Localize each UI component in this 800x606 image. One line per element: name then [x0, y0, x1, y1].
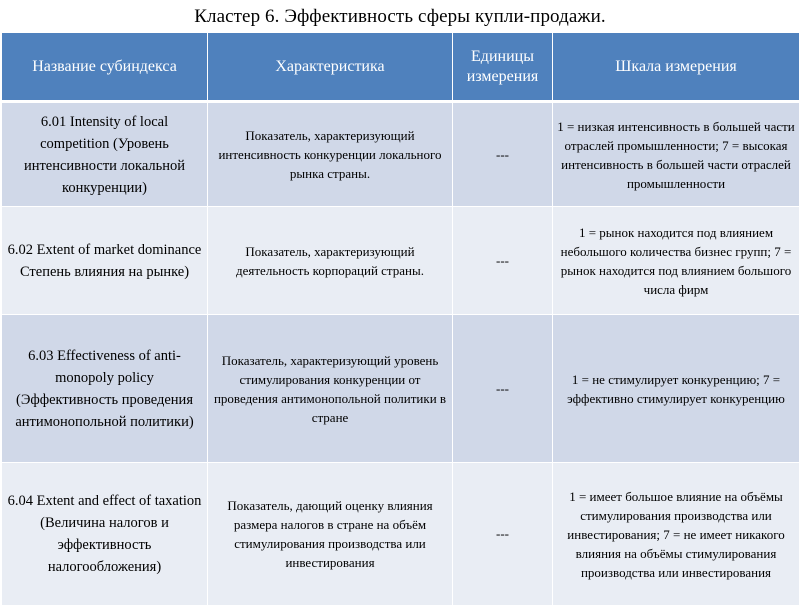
table-row [2, 315, 800, 463]
table-row [2, 207, 800, 315]
unit-cell: --- [453, 102, 553, 207]
subindex-name-cell: 6.03 Effectiveness of anti-monopoly policy (Эффективность проведения антимонопольной политики) [2, 315, 208, 463]
table-header-row [2, 33, 800, 102]
characteristic-cell: Показатель, характеризующий деятельность корпораций страны. [208, 207, 453, 315]
characteristic-cell: Показатель, дающий оценку влияния размера налогов в стране на объём стимулирования производства или инвестирования [208, 463, 453, 606]
unit-cell: --- [453, 463, 553, 606]
subindex-name-cell: 6.04 Extent and effect of taxation (Величина налогов и эффективность налогообложения) [2, 463, 208, 606]
table-row [2, 102, 800, 207]
characteristic-cell: Показатель, характеризующий интенсивность конкуренции локального рынка страны. [208, 102, 453, 207]
subindex-table [1, 32, 800, 606]
header-units: Единицы измерения [453, 33, 553, 102]
scale-cell: 1 = не стимулирует конкуренцию; 7 = эффективно стимулирует конкуренцию [553, 315, 800, 463]
page-title: Кластер 6. Эффективность сферы купли-продажи. [194, 6, 606, 27]
scale-cell: 1 = рынок находится под влиянием небольшого количества бизнес групп; 7 = рынок находится под влиянием большого числа фирм [553, 207, 800, 315]
header-scale: Шкала измерения [553, 33, 800, 102]
subindex-name-cell: 6.02 Extent of market dominance Степень влияния на рынке) [2, 207, 208, 315]
scale-cell: 1 = низкая интенсивность в большей части отраслей промышленности; 7 = высокая интенсивность в большей части отраслей промышленности [553, 102, 800, 207]
unit-cell: --- [453, 207, 553, 315]
header-subindex-name: Название субиндекса [2, 33, 208, 102]
subindex-name-cell: 6.01 Intensity of local competition (Уровень интенсивности локальной конкуренции) [2, 102, 208, 207]
table-row [2, 463, 800, 606]
unit-cell: --- [453, 315, 553, 463]
characteristic-cell: Показатель, характеризующий уровень стимулирования конкуренции от проведения антимонопольной политики в стране [208, 315, 453, 463]
header-characteristic: Характеристика [208, 33, 453, 102]
scale-cell: 1 = имеет большое влияние на объёмы стимулирования производства или инвестирования; 7 = не имеет никакого влияния на объёмы стимулирования производства или инвестирования [553, 463, 800, 606]
